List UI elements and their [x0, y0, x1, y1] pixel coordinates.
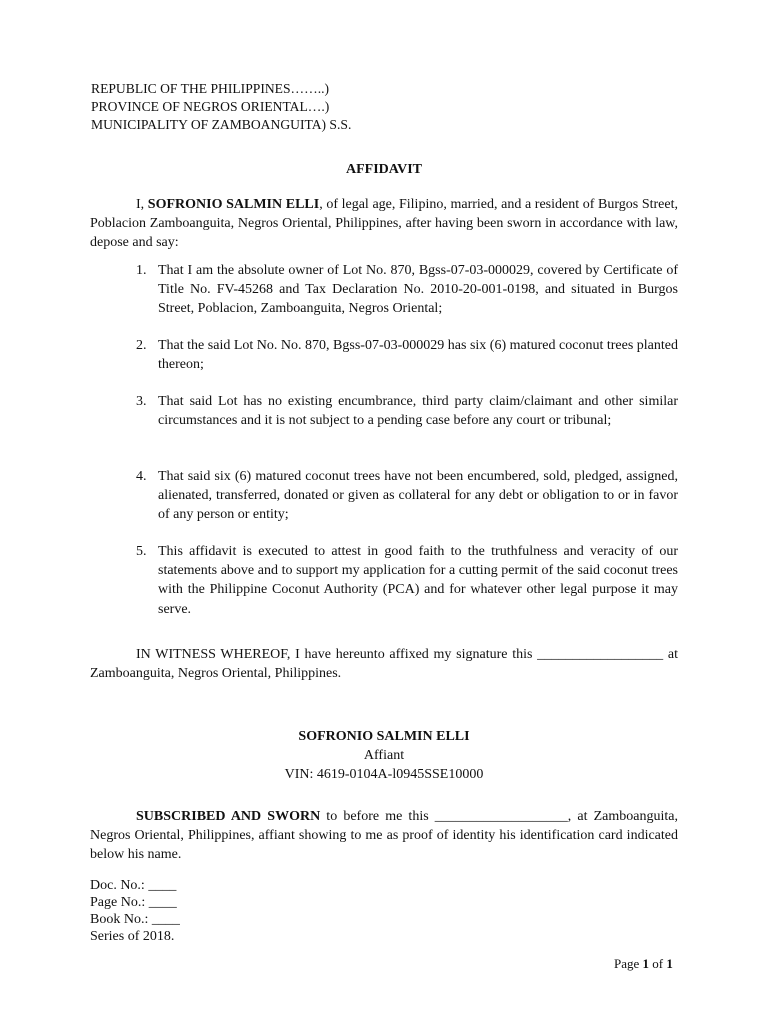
signature-role: Affiant	[363, 748, 405, 763]
item-text: That said Lot has no existing encumbrance, third party claim/claimant and other similar circumstances and it is not subject to a pending case before any court or tribunal;	[158, 394, 678, 429]
item-number: 5.	[136, 544, 147, 559]
item-text: That the said Lot No. No. 870, Bgss-07-03-000029 has six (6) matured coconut trees planted thereon;	[158, 338, 678, 373]
page-number-field: Page No.: ____	[90, 895, 177, 910]
header-municipality: MUNICIPALITY OF ZAMBOANGUITA) S.S.	[91, 117, 352, 132]
venue-header	[91, 80, 351, 134]
intro-prefix: I,	[136, 197, 148, 212]
pager-label: Page	[614, 956, 643, 971]
pager-of: of	[649, 956, 667, 971]
series-year: Series of 2018.	[90, 929, 175, 944]
notarial-register	[90, 877, 180, 945]
header-province: PROVINCE OF NEGROS ORIENTAL….)	[91, 99, 330, 114]
signature-vin: VIN: 4619-0104A-l0945SSE10000	[284, 767, 484, 782]
witness-text: IN WITNESS WHEREOF, I have hereunto affixed my signature this __________________ at Zamboanguita, Negros Oriental, Philippines.	[90, 647, 678, 682]
book-number: Book No.: ____	[90, 912, 180, 927]
document-title: AFFIDAVIT	[346, 162, 422, 177]
witness-paragraph	[90, 645, 678, 683]
item-number: 4.	[136, 469, 147, 484]
affiant-name: SOFRONIO SALMIN ELLI	[147, 197, 320, 212]
signature-name: SOFRONIO SALMIN ELLI	[298, 729, 470, 744]
pager-current: 1	[642, 956, 650, 971]
item-number: 2.	[136, 338, 147, 353]
signature-block	[0, 727, 768, 784]
jurat-text: to before me this ___________________, at Zamboanguita, Negros Oriental, Philippines, affiant showing to me as proof of identity his identification card indicated below his name.	[90, 809, 678, 863]
page-counter	[614, 956, 673, 972]
pager-total: 1	[666, 956, 673, 971]
intro-text: , of legal age, Filipino, married, and a resident of Burgos Street, Poblacion Zamboanguita, Negros Oriental, Philippines, after having been sworn in accordance with law, depose and say:	[90, 197, 678, 251]
intro-paragraph	[90, 195, 678, 253]
jurat-paragraph	[90, 807, 678, 865]
item-text: This affidavit is executed to attest in good faith to the truthfulness and veracity of our statements above and to support my application for a cutting permit of the said coconut trees with the Philippine Coconut Authority (PCA) and for whatever other legal purpose it may serve.	[158, 544, 678, 617]
doc-number: Doc. No.: ____	[90, 878, 177, 893]
item-text: That said six (6) matured coconut trees have not been encumbered, sold, pledged, assigned, alienated, transferred, donated or given as collateral for any debt or obligation to or in favor of any person or entity;	[158, 469, 678, 523]
header-republic: REPUBLIC OF THE PHILIPPINES……..)	[91, 81, 330, 96]
item-text: That I am the absolute owner of Lot No. 870, Bgss-07-03-000029, covered by Certificate of Title No. FV-45268 and Tax Declaration No. 2010-20-001-0198, and situated in Burgos Street, Poblacion, Zamboanguita, Negros Oriental;	[158, 263, 678, 317]
jurat-bold: SUBSCRIBED AND SWORN	[136, 809, 321, 824]
item-number: 3.	[136, 394, 147, 409]
item-number: 1.	[136, 263, 147, 278]
